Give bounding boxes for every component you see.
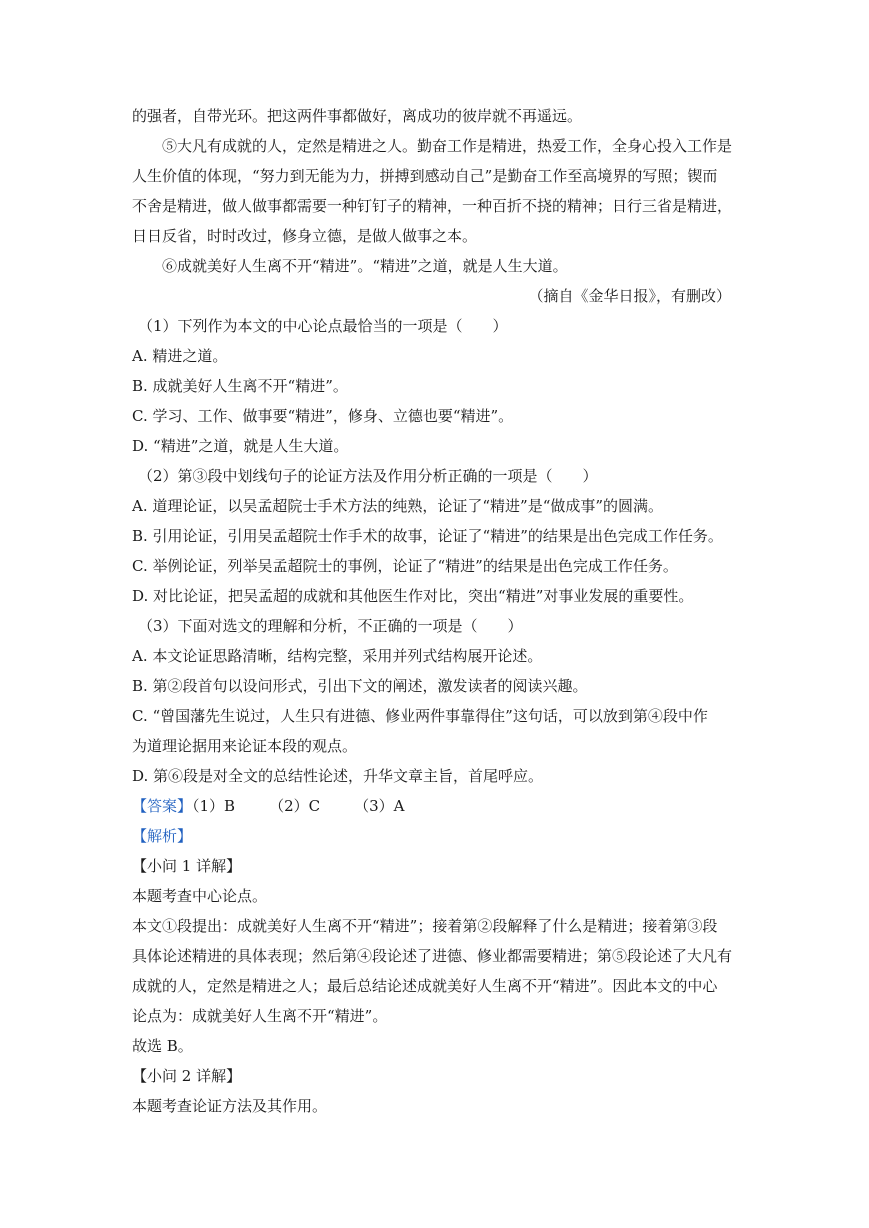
answer-label: 【答案】	[132, 797, 193, 815]
analysis-label: 【解析】	[132, 827, 193, 845]
answer-2: （2）C	[269, 797, 321, 815]
question-3-option-c-line-2: 为道理论据用来论证本段的观点。	[132, 737, 358, 755]
question-3-option-c-line-1: C. “曾国藩先生说过，人生只有进德、修业两件事靠得住”这句话，可以放到第④段中作	[132, 707, 708, 725]
question-1-stem: （1）下列作为本文的中心论点最恰当的一项是（ ）	[138, 317, 508, 335]
analysis-sub1-line-2: 本文①段提出：成就美好人生离不开“精进”；接着第②段解释了什么是精进；接着第③段	[132, 917, 718, 935]
passage-p6: ⑥成就美好人生离不开“精进”。“精进”之道，就是人生大道。	[162, 257, 568, 275]
question-3-stem: （3）下面对选文的理解和分析，不正确的一项是（ ）	[138, 617, 523, 635]
question-3-option-a: A. 本文论证思路清晰，结构完整，采用并列式结构展开论述。	[132, 647, 543, 665]
question-2-option-a: A. 道理论证，以吴孟超院士手术方法的纯熟，论证了“精进”是“做成事”的圆满。	[132, 497, 664, 515]
analysis-sub1-line-4: 成就的人，定然是精进之人；最后总结论述成就美好人生离不开“精进”。因此本文的中心	[132, 977, 718, 995]
passage-p5-line-1: ⑤大凡有成就的人，定然是精进之人。勤奋工作是精进，热爱工作，全身心投入工作是	[162, 137, 733, 155]
question-3-option-b: B. 第②段首句以设问形式，引出下文的阐述，激发读者的阅读兴趣。	[132, 677, 588, 695]
question-1-option-b: B. 成就美好人生离不开“精进”。	[132, 377, 348, 395]
answer-row	[132, 791, 737, 821]
analysis-sub1-title: 【小问 1 详解】	[132, 857, 242, 875]
answer-1: （1）B	[192, 797, 236, 815]
answer-3: （3）A	[354, 797, 405, 815]
question-2-option-c: C. 举例论证，列举吴孟超院士的事例，论证了“精进”的结果是出色完成工作任务。	[132, 557, 678, 575]
analysis-sub2-title: 【小问 2 详解】	[132, 1067, 242, 1085]
analysis-sub1-line-6: 故选 B。	[132, 1037, 193, 1055]
question-1-option-a: A. 精进之道。	[132, 347, 228, 365]
question-2-option-d: D. 对比论证，把吴孟超的成就和其他医生作对比，突出“精进”对事业发展的重要性。	[132, 587, 694, 605]
passage-p5-line-2: 人生价值的体现，“努力到无能为力，拼搏到感动自己”是勤奋工作至高境界的写照；锲而	[132, 167, 718, 185]
passage-p5-line-3: 不舍是精进，做人做事都需要一种钉钉子的精神，一种百折不挠的精神；日行三省是精进，	[132, 197, 733, 215]
question-1-option-c: C. 学习、工作、做事要“精进”，修身、立德也要“精进”。	[132, 407, 514, 425]
passage-source: （摘自《金华日报》，有删改）	[528, 287, 731, 305]
analysis-sub1-line-5: 论点为：成就美好人生离不开“精进”。	[132, 1007, 388, 1025]
question-2-stem: （2）第③段中划线句子的论证方法及作用分析正确的一项是（ ）	[138, 467, 598, 485]
question-2-option-b: B. 引用论证，引用吴孟超院士作手术的故事，论证了“精进”的结果是出色完成工作任务。	[132, 527, 723, 545]
question-1-option-d: D. “精进”之道，就是人生大道。	[132, 437, 349, 455]
analysis-sub1-line-1: 本题考查中心论点。	[132, 887, 268, 905]
passage-p4-tail: 的强者，自带光环。把这两件事都做好，离成功的彼岸就不再遥远。	[132, 107, 583, 125]
analysis-sub2-line-1: 本题考查论证方法及其作用。	[132, 1097, 328, 1115]
analysis-sub1-line-3: 具体论述精进的具体表现；然后第④段论述了进德、修业都需要精进；第⑤段论述了大凡有	[132, 947, 733, 965]
passage-p5-line-4: 日日反省，时时改过，修身立德，是做人做事之本。	[132, 227, 478, 245]
question-3-option-d: D. 第⑥段是对全文的总结性论述，升华文章主旨，首尾呼应。	[132, 767, 544, 785]
